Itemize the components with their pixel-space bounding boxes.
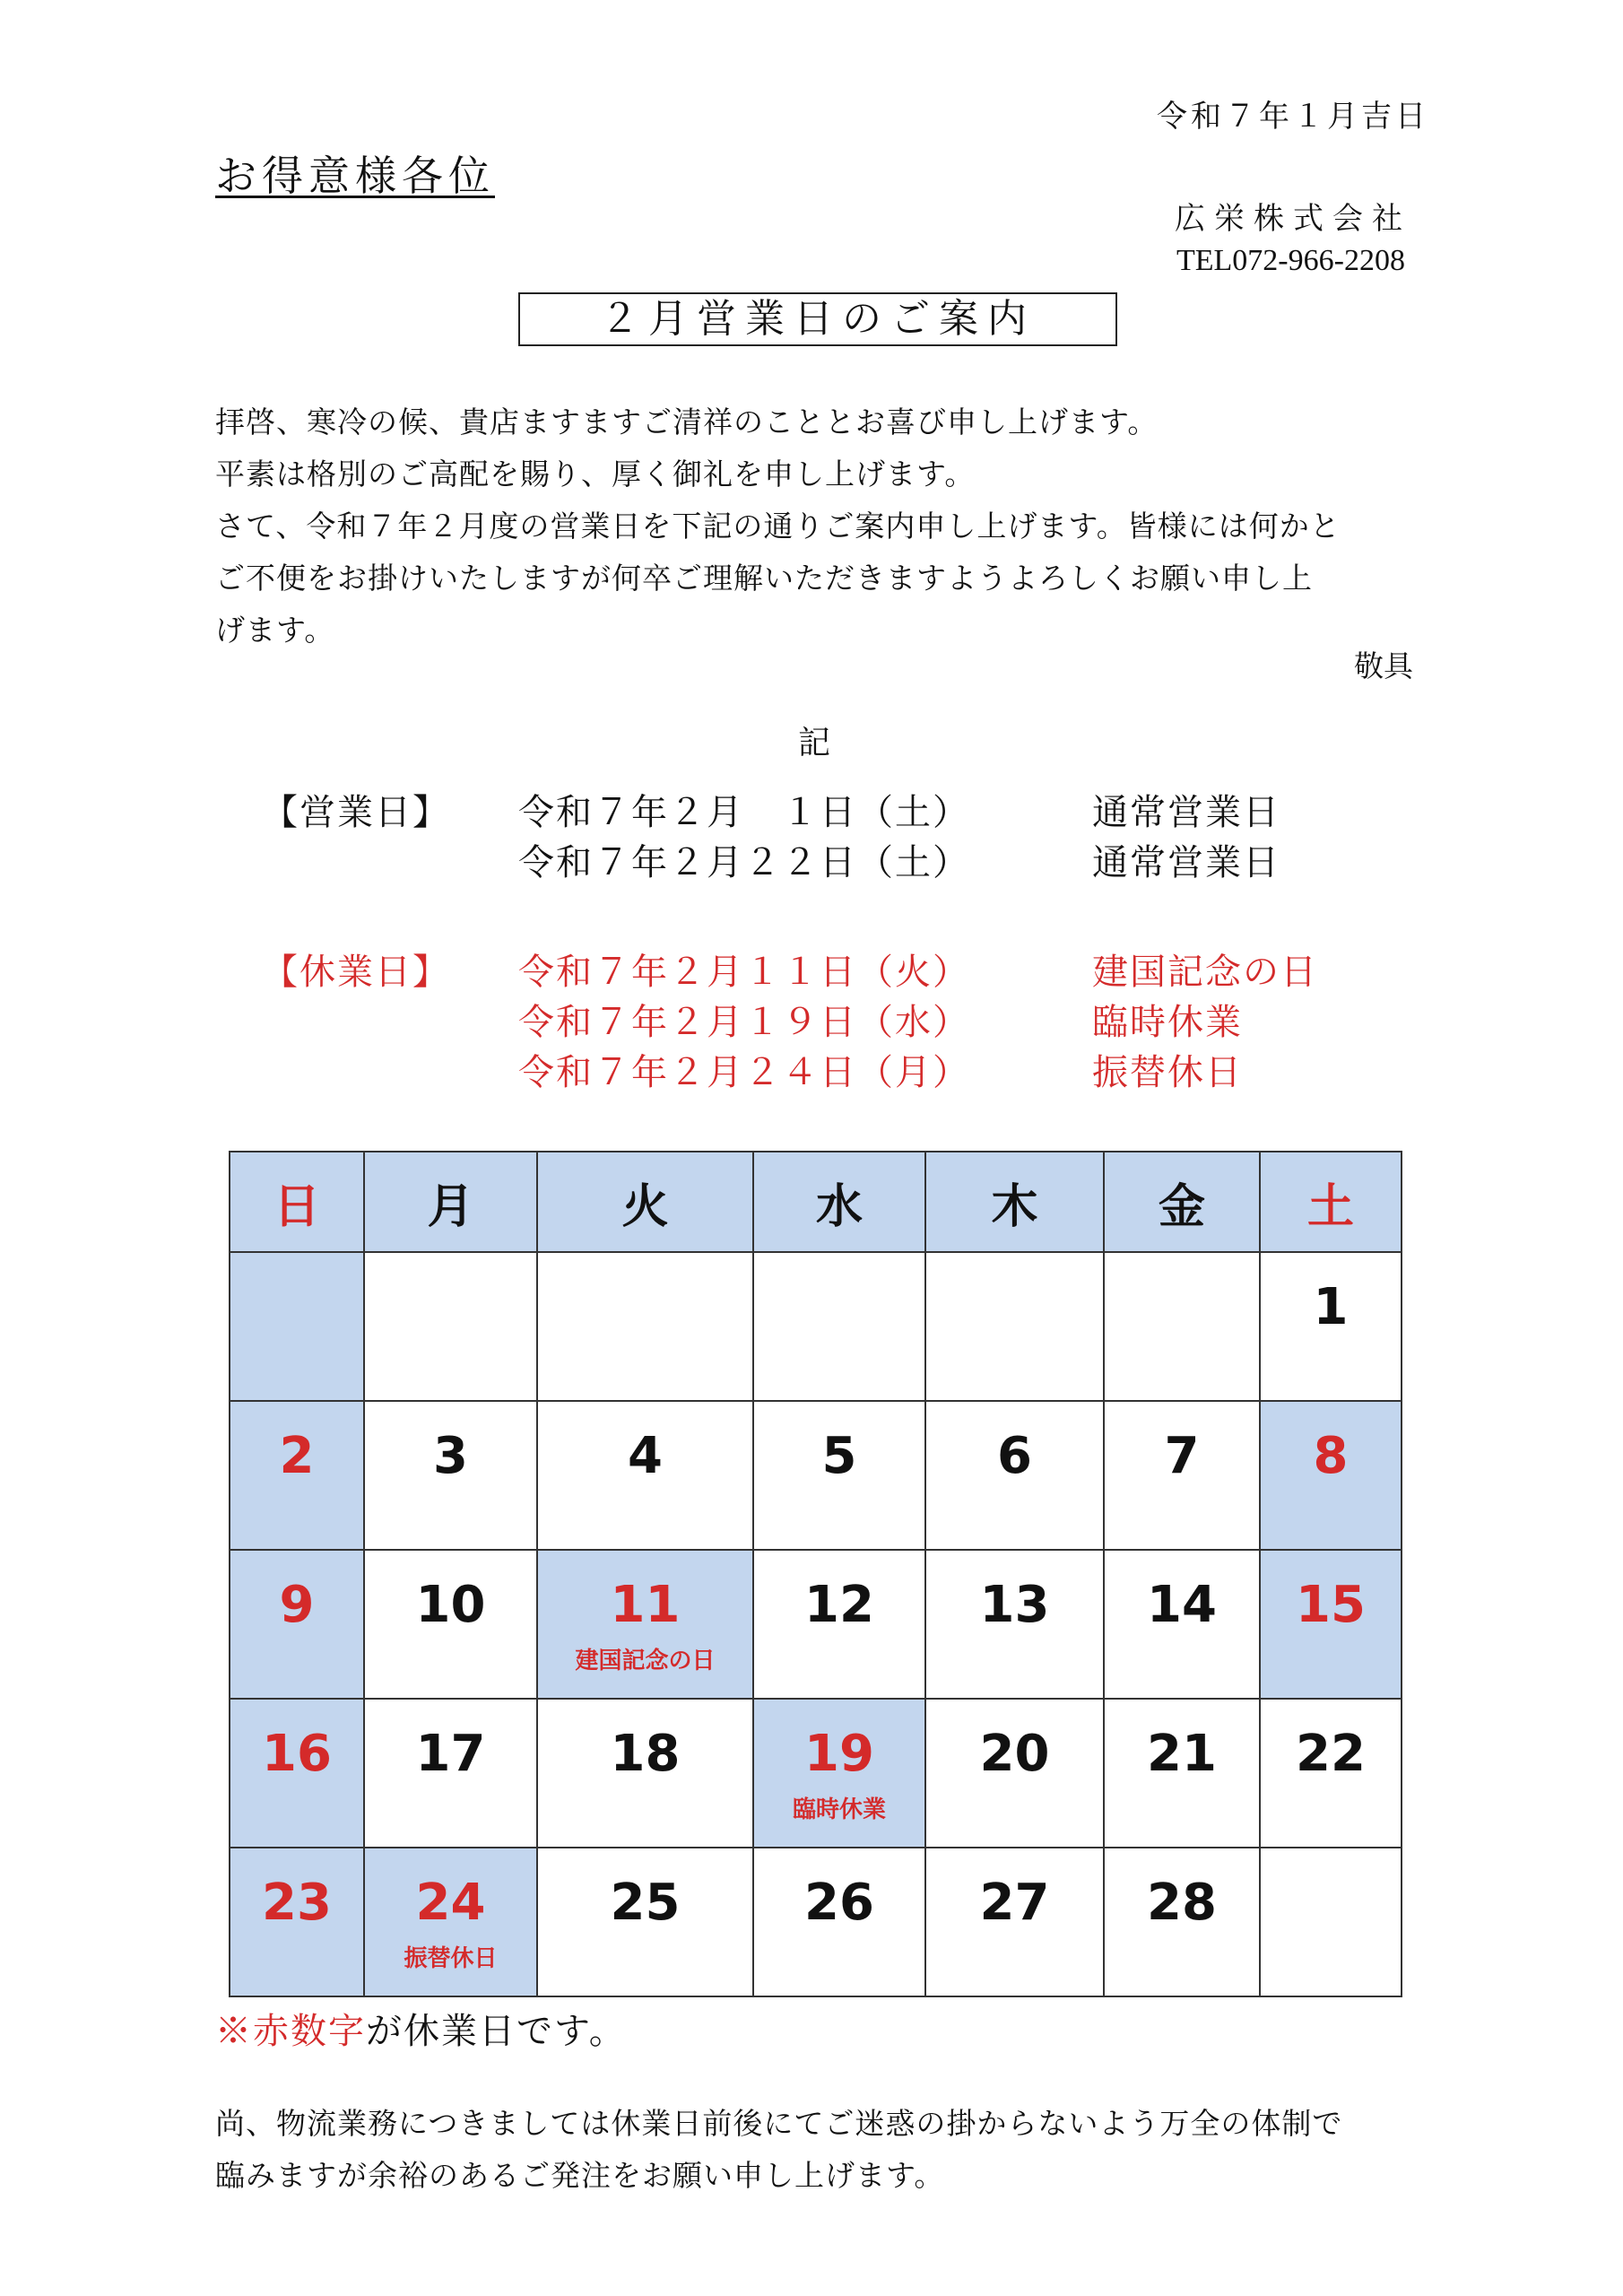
calendar-day-cell xyxy=(925,1401,1104,1550)
calendar-day-cell xyxy=(537,1252,753,1401)
weekday-header-row xyxy=(230,1152,1402,1252)
document-date: 令和７年１月吉日 xyxy=(1157,99,1429,135)
open-day-note: 通常営業日 xyxy=(1092,842,1280,883)
day-number: 16 xyxy=(262,1725,332,1783)
calendar-day-cell xyxy=(1104,1401,1260,1550)
company-name: 広栄株式会社 xyxy=(1175,201,1411,237)
closed-day-note: 建国記念の日 xyxy=(1092,952,1318,993)
calendar-day-cell xyxy=(753,1252,925,1401)
open-days-label: 【営業日】 xyxy=(262,792,450,833)
calendar-day-cell xyxy=(364,1699,537,1848)
intro-paragraph xyxy=(215,396,1426,657)
footnote-rest: が休業日です。 xyxy=(366,2011,627,2052)
calendar-day-cell xyxy=(230,1252,364,1401)
closing-word: 敬具 xyxy=(1354,648,1413,683)
intro-line: 拝啓、寒冷の候、貴店ますますご清祥のこととお喜び申し上げます。 xyxy=(215,404,1159,439)
open-day-date: 令和７年２月２２日（土） xyxy=(518,842,970,883)
day-number: 9 xyxy=(279,1576,315,1634)
calendar-day-cell xyxy=(1104,1550,1260,1699)
closed-day-note: 臨時休業 xyxy=(1092,1002,1243,1043)
calendar-day-cell-holiday xyxy=(1260,1401,1402,1550)
day-number: 14 xyxy=(1147,1576,1217,1634)
day-number: 15 xyxy=(1296,1576,1366,1634)
weekday-tuesday: 火 xyxy=(537,1152,753,1252)
weekday-monday: 月 xyxy=(364,1152,537,1252)
holiday-footnote xyxy=(215,2003,627,2054)
calendar-day-cell xyxy=(1260,1252,1402,1401)
intro-line: ご不便をお掛けいたしますが何卒ご理解いただきますようよろしくお願い申し上 xyxy=(215,561,1313,596)
calendar-day-cell-holiday xyxy=(230,1550,364,1699)
document-title: ２月営業日のご案内 xyxy=(518,292,1117,346)
calendar-day-cell xyxy=(1104,1252,1260,1401)
closed-day-date: 令和７年２月２４日（月） xyxy=(518,1052,970,1093)
day-number: 20 xyxy=(979,1725,1050,1783)
calendar-day-cell xyxy=(364,1252,537,1401)
day-number: 2 xyxy=(279,1427,315,1485)
weekday-friday: 金 xyxy=(1104,1152,1260,1252)
day-number: 7 xyxy=(1164,1427,1200,1485)
intro-line: げます。 xyxy=(215,613,335,648)
day-number: 3 xyxy=(433,1427,468,1485)
calendar-day-cell xyxy=(753,1848,925,1996)
holiday-note: 臨時休業 xyxy=(792,1796,886,1823)
calendar-day-cell xyxy=(925,1848,1104,1996)
day-number: 4 xyxy=(628,1427,663,1485)
closing-line: 尚、物流業務につきましては休業日前後にてご迷惑の掛からないよう万全の体制で xyxy=(215,2106,1343,2141)
calendar-week-row xyxy=(230,1699,1402,1848)
calendar-day-cell xyxy=(925,1252,1104,1401)
closing-line: 臨みますが余裕のあるご発注をお願い申し上げます。 xyxy=(215,2158,945,2193)
calendar-day-cell xyxy=(1104,1848,1260,1996)
day-number: 1 xyxy=(1313,1278,1349,1336)
day-number: 5 xyxy=(821,1427,857,1485)
day-number: 25 xyxy=(610,1874,681,1932)
calendar-day-cell-holiday xyxy=(230,1401,364,1550)
company-phone: TEL072-966-2208 xyxy=(1176,244,1405,277)
calendar-day-cell xyxy=(925,1550,1104,1699)
weekday-wednesday: 水 xyxy=(753,1152,925,1252)
weekday-thursday: 木 xyxy=(925,1152,1104,1252)
day-number: 27 xyxy=(979,1874,1050,1932)
calendar-day-cell xyxy=(1104,1699,1260,1848)
intro-line: 平素は格別のご高配を賜り、厚く御礼を申し上げます。 xyxy=(215,457,976,491)
calendar-week-row xyxy=(230,1252,1402,1401)
calendar-day-cell-holiday xyxy=(230,1699,364,1848)
day-number: 11 xyxy=(610,1576,681,1634)
day-number: 17 xyxy=(415,1725,486,1783)
calendar-day-cell xyxy=(364,1550,537,1699)
holiday-note: 振替休日 xyxy=(404,1945,498,1972)
calendar-day-cell xyxy=(753,1401,925,1550)
footnote-red-part: ※赤数字 xyxy=(215,2011,366,2052)
weekday-saturday: 土 xyxy=(1260,1152,1402,1252)
weekday-sunday: 日 xyxy=(230,1152,364,1252)
day-number: 26 xyxy=(804,1874,874,1932)
open-day-date: 令和７年２月 １日（土） xyxy=(518,792,970,833)
calendar-day-cell xyxy=(537,1699,753,1848)
day-number: 28 xyxy=(1147,1874,1217,1932)
closed-day-date: 令和７年２月１９日（水） xyxy=(518,1002,970,1043)
closing-paragraph xyxy=(215,2098,1426,2202)
day-number: 21 xyxy=(1147,1725,1217,1783)
day-number: 23 xyxy=(262,1874,332,1932)
calendar-week-row xyxy=(230,1550,1402,1699)
recipient-heading: お得意様各位 xyxy=(215,152,495,200)
calendar-week-row xyxy=(230,1848,1402,1996)
calendar-day-cell-holiday xyxy=(753,1699,925,1848)
day-number: 24 xyxy=(415,1874,486,1932)
calendar-day-cell xyxy=(1260,1699,1402,1848)
calendar-day-cell-holiday xyxy=(230,1848,364,1996)
calendar-week-row xyxy=(230,1401,1402,1550)
day-number: 18 xyxy=(610,1725,681,1783)
ki-heading: 記 xyxy=(798,725,831,761)
day-number: 12 xyxy=(804,1576,874,1634)
day-number: 8 xyxy=(1313,1427,1349,1485)
day-number: 10 xyxy=(415,1576,486,1634)
calendar-day-cell xyxy=(364,1401,537,1550)
calendar-day-cell xyxy=(537,1401,753,1550)
day-number: 22 xyxy=(1296,1725,1366,1783)
calendar-day-cell xyxy=(537,1848,753,1996)
open-day-note: 通常営業日 xyxy=(1092,792,1280,833)
day-number: 6 xyxy=(997,1427,1032,1485)
calendar-day-cell-holiday xyxy=(537,1550,753,1699)
calendar-day-cell xyxy=(753,1550,925,1699)
closed-day-note: 振替休日 xyxy=(1092,1052,1243,1093)
calendar-day-cell xyxy=(1260,1848,1402,1996)
day-number: 19 xyxy=(804,1725,874,1783)
calendar-day-cell-holiday xyxy=(1260,1550,1402,1699)
february-calendar xyxy=(229,1151,1402,1997)
day-number: 13 xyxy=(979,1576,1050,1634)
calendar-day-cell xyxy=(925,1699,1104,1848)
calendar-day-cell-holiday xyxy=(364,1848,537,1996)
holiday-note: 建国記念の日 xyxy=(575,1648,716,1674)
intro-line: さて、令和７年２月度の営業日を下記の通りご案内申し上げます。皆様には何かと xyxy=(215,509,1341,544)
closed-day-date: 令和７年２月１１日（火） xyxy=(518,952,970,993)
closed-days-label: 【休業日】 xyxy=(262,952,450,993)
